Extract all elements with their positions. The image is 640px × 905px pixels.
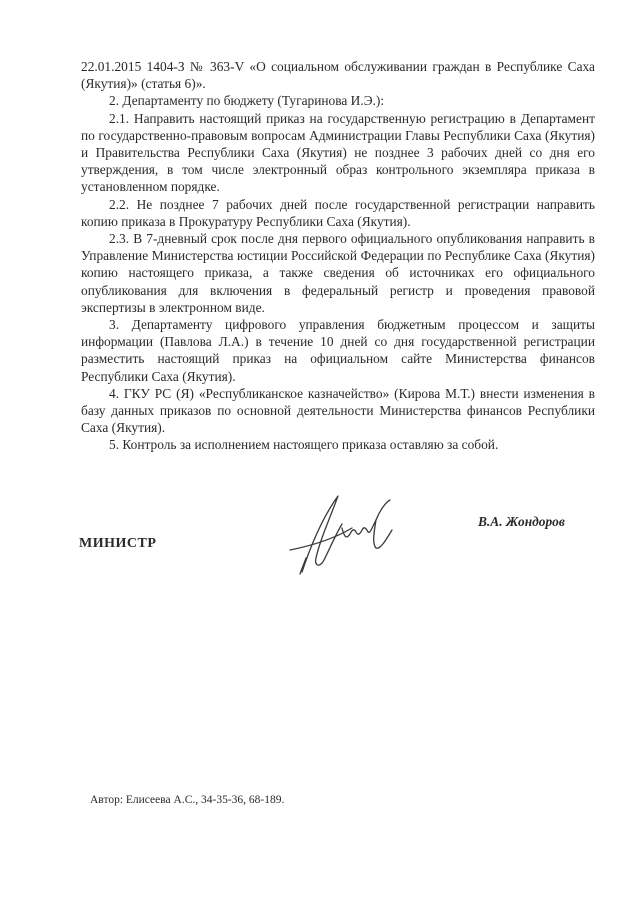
handwritten-signature — [280, 488, 410, 578]
paragraph-2: 2. Департаменту по бюджету (Тугаринова И.Э.): — [109, 93, 385, 109]
order-body — [81, 58, 595, 454]
paragraph-2-3: 2.3. В 7-дневный срок после дня первого официального опубликования направить в Управление Министерства юстиции Российской Федерации по Республике Саха (Якутия) копию настоящего приказа, а также сведения об источниках его официального опубликования для включения в федеральный регистр и проведения правовой экспертизы в электронном виде. — [81, 231, 595, 315]
author-footer: Автор: Елисеева А.С., 34-35-36, 68-189. — [90, 794, 285, 806]
paragraph-5: 5. Контроль за исполнением настоящего приказа оставляю за собой. — [109, 437, 499, 453]
signer-name: В.А. Жондоров — [478, 514, 565, 529]
paragraph-continuation: 22.01.2015 1404-З № 363-V «О социальном обслуживании граждан в Республике Саха (Якутия)» (статья 6)». — [81, 59, 595, 92]
paragraph-4: 4. ГКУ РС (Я) «Республиканское казначейство» (Кирова М.Т.) внести изменения в базу данных приказов по основной деятельности Министерства финансов Республики Саха (Якутия). — [81, 385, 595, 436]
paragraph-3: 3. Департаменту цифрового управления бюджетным процессом и защиты информации (Павлова Л.А.) в течение 10 дней со дня государственной регистрации разместить настоящий приказ на официальном сайте Министерства финансов Республики Саха (Якутия). — [81, 317, 595, 384]
paragraph-2-2: 2.2. Не позднее 7 рабочих дней после государственной регистрации направить копию приказа в Прокуратуру Республики Саха (Якутия). — [81, 196, 595, 229]
signer-title: МИНИСТР — [79, 536, 157, 551]
paragraph-2-1: 2.1. Направить настоящий приказ на государственную регистрацию в Департамент по государственно-правовым вопросам Администрации Главы Республики Саха (Якутия) и Правительства Республики Саха (Якутия) не позднее 3 рабочих дней со дня его утверждения, в том числе электронный образ контрольного экземпляра приказа в установленном порядке. — [81, 110, 595, 195]
